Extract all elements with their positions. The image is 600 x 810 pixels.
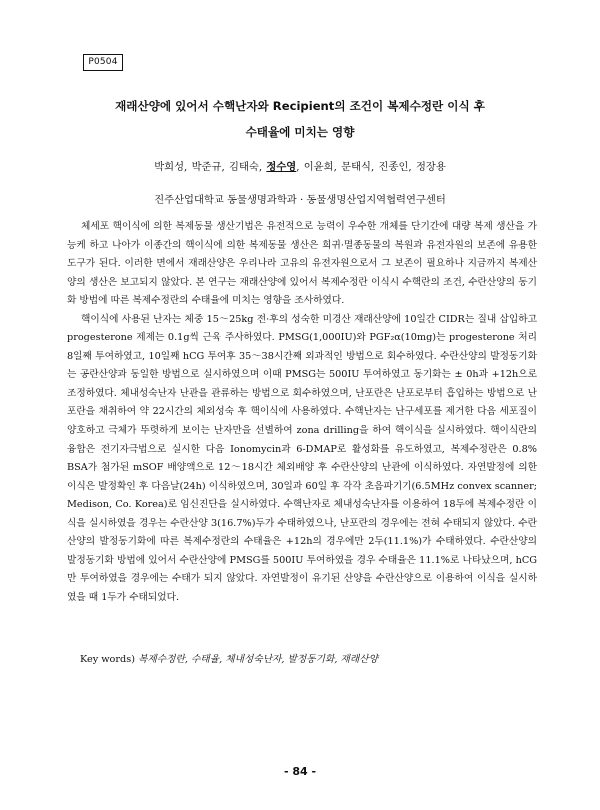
- authors-after: , 이윤희, 문태식, 진종인, 정장용: [296, 161, 446, 173]
- page-number: - 84 -: [283, 765, 317, 778]
- affiliation: 진주산업대학교 동물생명과학과 · 동물생명산업지역협력연구센터: [154, 194, 446, 206]
- keywords-label: Key words): [80, 654, 135, 665]
- keywords-terms: 복제수정란, 수태율, 체내성숙난자, 발정동기화, 재래산양: [138, 654, 378, 665]
- abstract-paragraph-methods-results: 핵이식에 사용된 난자는 체중 15～25kg 전·후의 성숙한 미경산 재래산양에 10일간 CIDR는 질내 삽입하고 progesterone 제제는 0.1g씩 근육 주사하였다. PMSG(1,000IU)와 PGF₂α(10mg)는 progesterone 처리 8일째 투여하였고, 10일째 hCG 투여후 35～38시간째 외과적인 방법으로 회수하였다. 수란산양의 발정동기화는 공란산양과 동일한 방법으로 실시하였으며 이때 PMSG는 500IU 투여하였고 동기화는 ± 0h과 +12h으로 조정하였다. 체내성숙난자 난관을 관류하는 방법으로 회수하였으며, 난포란은 난포로부터 흡입하는 방법으로 난포란을 채취하여 약 22시간의 체외성숙 후 핵이식에 사용하였다. 수핵난자는 난구세포를 제거한 다음 세포질이 양호하고 극체가 뚜렷하게 보이는 난자만을 선별하여 zona drilling을 하여 핵이식을 실시하였다. 핵이식란의 융합은 전기자극법으로 실시한 다음 Ionomycin과 6-DMAP로 활성화를 유도하였고, 복제수정란은 0.8% BSA가 첨가된 mSOF 배양액으로 12～18시간 체외배양 후 수란산양의 난관에 이식하였다. 자연발정에 의한 이식은 발정확인 후 다음날(24h) 이식하였으며, 30일과 60일 후 각각 초음파기기(6.5MHz convex scanner; Medison, Co. Korea)로 임신진단을 실시하였다. 수핵난자로 체내성숙난자를 이용하여 18두에 복제수정란 이식을 실시하였을 경우는 수란산양 3(16.7%)두가 수태하였으나, 난포란의 경우에는 전혀 수태되지 않았다. 수란산양의 발정동기화에 따른 복제수정란의 수태율은 +12h의 경우에만 2두(11.1%)가 수태하였다. 수란산양의 발정동기화 방법에 있어서 수란산양에 PMSG를 500IU 투여하였을 경우 수태율은 11.1%로 나타났으며, hCG만 투여하였을 경우에는 수태가 되지 않았다. 자연발정이 유기된 산양을 수란산양으로 이용하여 이식을 실시하였을 때 1두가 수태되었다.: [67, 313, 537, 603]
- abstract-code-box: P0504: [83, 54, 123, 71]
- paper-title-line-2: 수태율에 미치는 영향: [245, 125, 355, 139]
- keywords-line: [80, 651, 378, 665]
- abstract-paragraph-intro: 체세포 핵이식에 의한 복제동물 생산기법은 유전적으로 능력이 우수한 개체를 단기간에 대량 복제 생산을 가능케 하고 나아가 이종간의 핵이식에 의한 복제동물 생산은 희귀·멸종동물의 복원과 유전자원의 보존에 유용한 도구가 된다. 이러한 면에서 재래산양은 우리나라 고유의 유전자원으로서 그 보존이 필요하나 지금까지 복제산양의 생산은 보고되지 않았다. 본 연구는 재래산양에 있어서 복제수정란 이식시 수핵란의 조건, 수란산양의 동기화 방법에 따른 복제수정란의 수태율에 미치는 영향을 조사하였다.: [67, 221, 537, 307]
- paper-title-line-1: 재래산양에 있어서 수핵난자와 Recipient의 조건이 복제수정란 이식 후: [115, 99, 485, 113]
- authors-before: 박희성, 박준규, 김태숙,: [154, 161, 263, 173]
- presenting-author: 정수영: [266, 161, 297, 173]
- abstract-body: [67, 218, 537, 607]
- author-list: [0, 158, 600, 173]
